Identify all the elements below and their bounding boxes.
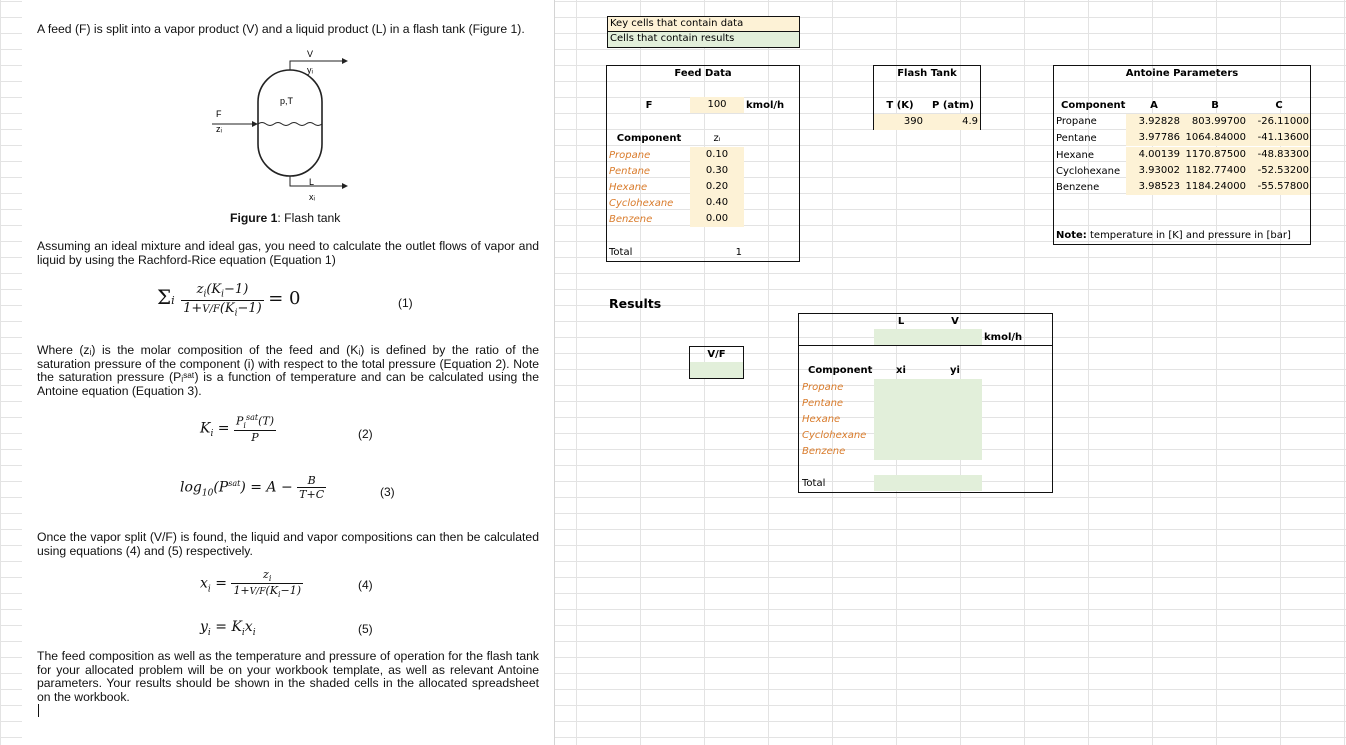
antoine-a-value[interactable]: 3.93002 xyxy=(1126,163,1182,179)
antoine-b-value[interactable]: 803.99700 xyxy=(1182,114,1248,130)
antoine-b-value[interactable]: 1170.87500 xyxy=(1182,147,1248,163)
feed-component-name: Propane xyxy=(609,150,651,161)
embedded-document[interactable] xyxy=(22,0,555,745)
feed-f-unit: kmol/h xyxy=(746,100,785,111)
legend-result-cells[interactable]: Cells that contain results xyxy=(607,32,800,48)
antoine-b-value[interactable]: 1182.77400 xyxy=(1182,163,1248,179)
legend-key-cells[interactable]: Key cells that contain data xyxy=(607,16,800,32)
antoine-a-value[interactable]: 3.98523 xyxy=(1126,179,1182,195)
feed-component-name: Pentane xyxy=(609,166,651,177)
antoine-b-value[interactable]: 1184.24000 xyxy=(1182,179,1248,195)
antoine-a-value[interactable]: 3.97786 xyxy=(1126,130,1182,146)
results-xi-header: xi xyxy=(896,365,906,376)
flash-t-header: T (K) xyxy=(886,100,914,111)
figure-label-pt: p,T xyxy=(280,96,294,106)
antoine-component-name: Cyclohexane xyxy=(1056,166,1121,177)
antoine-component-name: Hexane xyxy=(1056,150,1095,161)
results-component-name: Pentane xyxy=(802,398,844,409)
antoine-a-value[interactable]: 3.92828 xyxy=(1126,114,1182,130)
feed-z-value[interactable]: 0.00 xyxy=(690,211,744,227)
results-v-value-cell[interactable] xyxy=(928,329,982,345)
antoine-c-value[interactable]: -26.11000 xyxy=(1248,114,1310,130)
antoine-component-name: Benzene xyxy=(1056,182,1100,193)
intro-text: A feed (F) is split into a vapor product (V) and a liquid product (L) in a flash tank (Figure 1). xyxy=(37,22,525,36)
vf-label: V/F xyxy=(707,349,726,360)
equation-1: Σi $\frac{z_i(K_i-1)}{1+V/F(K_i-1)}$ = 0 xyxy=(157,282,301,319)
paragraph-compositions: Once the vapor split (V/F) is found, the liquid and vapor compositions can then be calculated using equations (4) and (5) respectively. xyxy=(37,530,539,558)
figure-label-yi: yᵢ xyxy=(307,65,313,75)
results-total-cells[interactable] xyxy=(874,475,982,491)
equation-4: $x_i$ = $\frac{z_i}{1+V/F(K_i-1)}$ xyxy=(200,568,302,600)
results-total-label: Total xyxy=(802,478,826,489)
antoine-c-value[interactable]: -48.83300 xyxy=(1248,147,1310,163)
feed-z-header: zᵢ xyxy=(713,133,721,144)
feed-component-header: Component xyxy=(616,133,682,144)
results-yi-header: yi xyxy=(950,365,960,376)
figure-label-v: V xyxy=(307,49,314,59)
antoine-c-value[interactable]: -52.53200 xyxy=(1248,163,1310,179)
paragraph-instructions: The feed composition as well as the temperature and pressure of operation for the flash tank for your allocated problem will be on your workbook template, as well as relevant Antoine parameters. Your results should be shown in the shaded cells in the allocated spreadsheet on the workbook. xyxy=(37,649,539,704)
results-title: Results xyxy=(609,296,662,311)
equation-5-number: (5) xyxy=(358,622,373,636)
vf-result-cell[interactable] xyxy=(690,362,743,378)
equation-3: $\log_{10}(P^{sat}) = A$ − $\frac{B}{T+C}$ xyxy=(180,474,325,501)
figure-label-zi: zᵢ xyxy=(216,124,222,134)
antoine-b-header: B xyxy=(1211,100,1219,111)
feed-data-title: Feed Data xyxy=(674,68,732,79)
feed-component-name: Cyclohexane xyxy=(609,198,674,209)
results-component-name: Benzene xyxy=(802,446,846,457)
figure-caption xyxy=(230,212,430,226)
antoine-title: Antoine Parameters xyxy=(1125,68,1239,79)
figure-label-f: F xyxy=(216,109,222,119)
feed-f-label: F xyxy=(645,100,653,111)
equation-1-number: (1) xyxy=(398,296,413,310)
figure-label-l: L xyxy=(309,177,315,187)
feed-z-value[interactable]: 0.40 xyxy=(690,195,744,211)
results-component-name: Hexane xyxy=(802,414,841,425)
antoine-a-value[interactable]: 4.00139 xyxy=(1126,147,1182,163)
feed-component-name: Hexane xyxy=(609,182,648,193)
antoine-c-value[interactable]: -55.57800 xyxy=(1248,179,1310,195)
antoine-a-header: A xyxy=(1150,100,1158,111)
equation-5: $y_i = K_ix_i$ xyxy=(200,619,256,638)
results-l-header: L xyxy=(897,316,905,327)
results-component-header: Component xyxy=(808,365,873,376)
feed-component-name: Benzene xyxy=(609,214,653,225)
equation-3-number: (3) xyxy=(380,485,395,499)
antoine-component-name: Propane xyxy=(1056,116,1097,127)
feed-z-value[interactable]: 0.30 xyxy=(690,163,744,179)
results-component-name: Propane xyxy=(802,382,844,393)
flash-p-value[interactable]: 4.9 xyxy=(926,114,980,130)
figure-caption-rest: : Flash tank xyxy=(277,211,341,225)
flash-tank-title: Flash Tank xyxy=(897,68,957,79)
antoine-note-bold: Note: xyxy=(1056,230,1087,241)
antoine-note-rest: temperature in [K] and pressure in [bar] xyxy=(1086,230,1291,241)
equation-2-number: (2) xyxy=(358,427,373,441)
paragraph-definitions: Where (zᵢ) is the molar composition of the feed and (Kᵢ) is defined by the ratio of the saturation pressure of the component (i) with respect to the total pressure (Equation 2). Note the saturation pressure (Pᵢˢᵃᵗ) is a function of temperature and can be calculated using the Antoine equation (Equation 3). xyxy=(37,343,539,398)
results-l-value-cell[interactable] xyxy=(874,329,928,345)
paragraph-rachford-rice: Assuming an ideal mixture and ideal gas, you need to calculate the outlet flows of vapor and liquid by using the Rachford-Rice equation (Equation 1) xyxy=(37,239,539,267)
antoine-component-header: Component xyxy=(1061,100,1126,111)
flash-p-header: P (atm) xyxy=(932,100,974,111)
flash-t-value[interactable]: 390 xyxy=(874,114,926,130)
feed-z-value[interactable]: 0.20 xyxy=(690,179,744,195)
results-composition-cells[interactable] xyxy=(874,379,982,460)
antoine-b-value[interactable]: 1064.84000 xyxy=(1182,130,1248,146)
antoine-c-header: C xyxy=(1275,100,1283,111)
results-unit: kmol/h xyxy=(984,332,1023,343)
antoine-note xyxy=(1056,228,1291,243)
equation-4-number: (4) xyxy=(358,578,373,592)
antoine-component-name: Pentane xyxy=(1056,133,1097,144)
text-cursor xyxy=(38,704,39,717)
results-component-name: Cyclohexane xyxy=(802,430,867,441)
figure-caption-bold: Figure 1 xyxy=(230,211,278,225)
feed-z-value[interactable]: 0.10 xyxy=(690,147,744,163)
feed-total-label: Total xyxy=(609,247,633,258)
feed-total-value[interactable]: 1 xyxy=(735,247,742,258)
feed-f-value[interactable]: 100 xyxy=(690,97,744,113)
equation-2: $K_i$ = $\frac{P_i^{sat}(T)}{P}$ xyxy=(200,413,274,444)
antoine-c-value[interactable]: -41.13600 xyxy=(1248,130,1310,146)
figure-label-xi: xᵢ xyxy=(309,192,315,202)
results-v-header: V xyxy=(951,316,959,327)
